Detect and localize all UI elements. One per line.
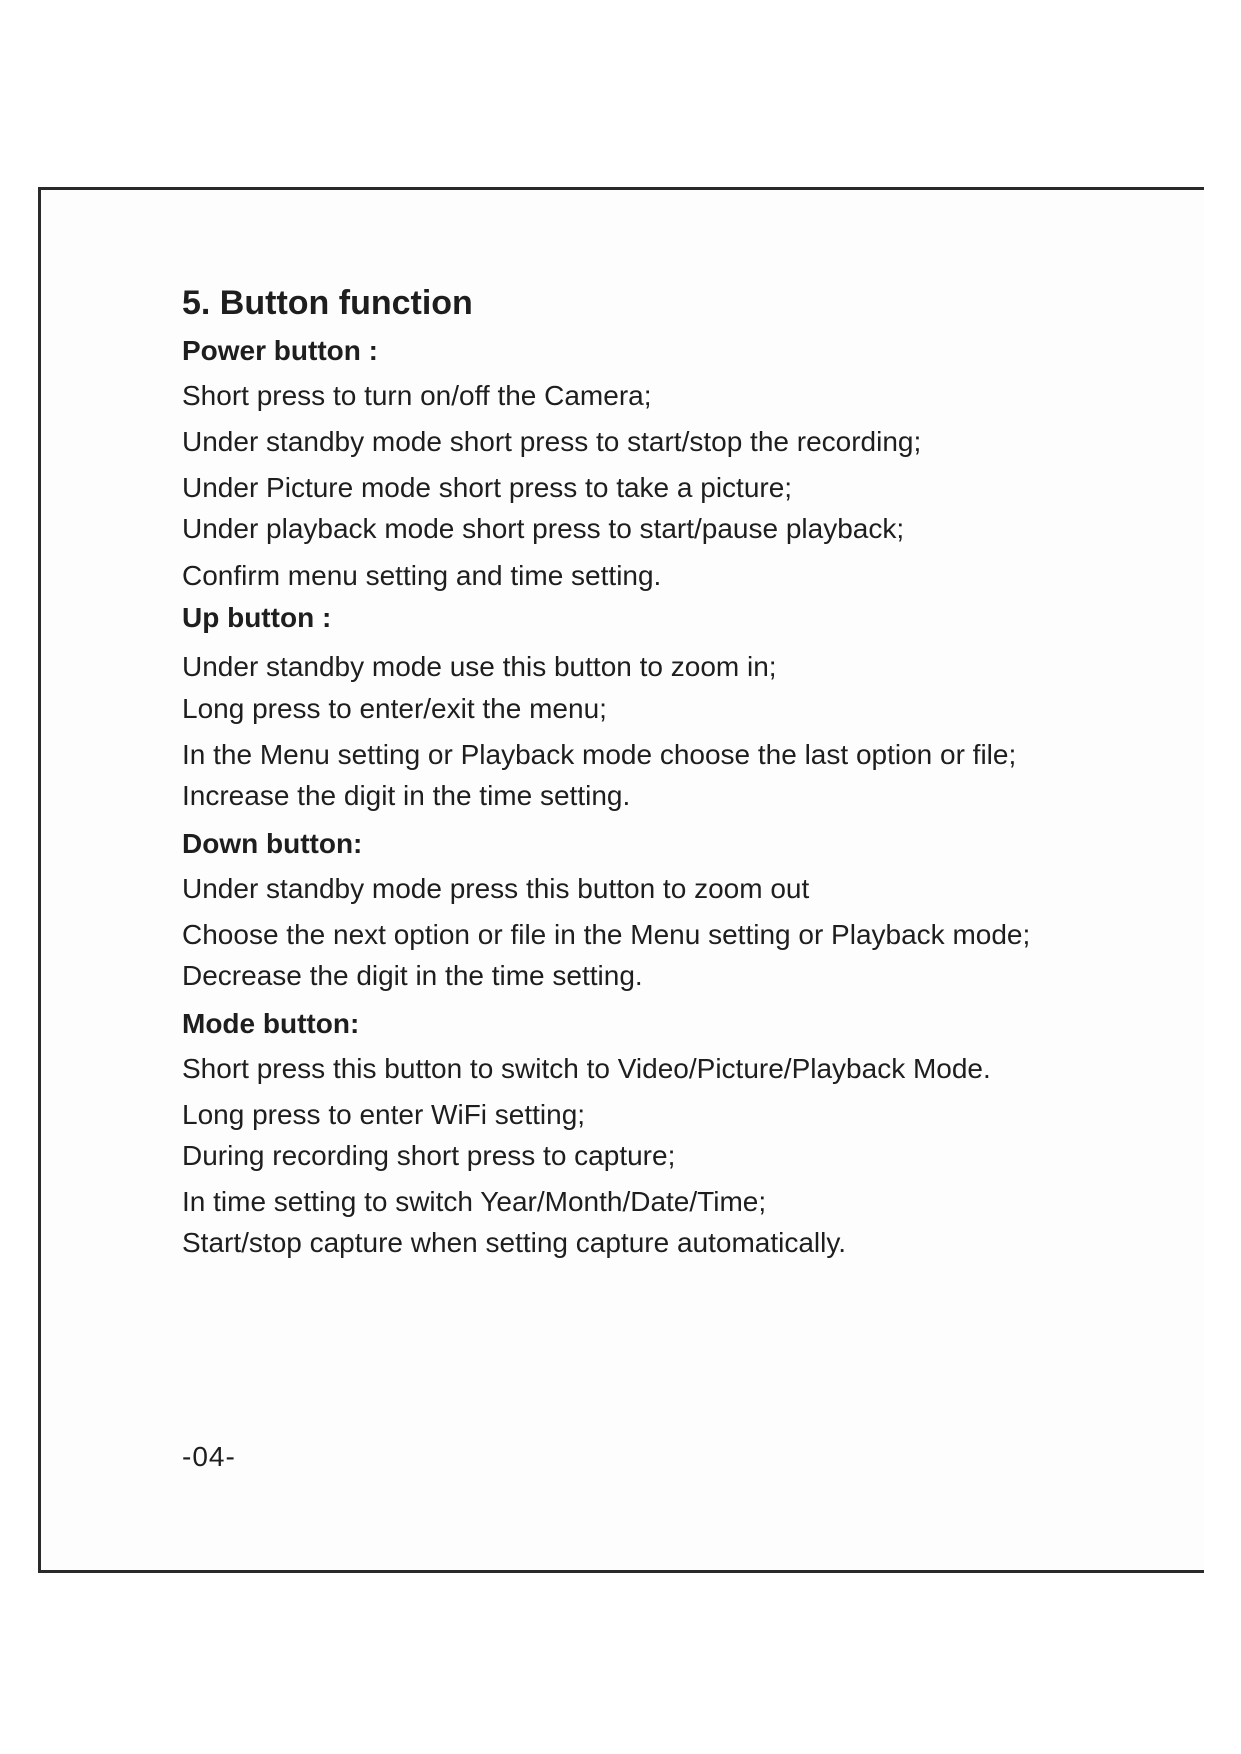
down-button-heading: Down button: bbox=[182, 828, 363, 859]
up-button-line: Under standby mode use this button to zoom in; bbox=[182, 651, 777, 682]
mode-button-line: Start/stop capture when setting capture automatically. bbox=[182, 1227, 847, 1258]
down-button-line: Decrease the digit in the time setting. bbox=[182, 960, 643, 991]
up-button-line: Long press to enter/exit the menu; bbox=[182, 693, 607, 724]
mode-button-line: In time setting to switch Year/Month/Date/Time; bbox=[182, 1186, 767, 1217]
page-title: 5. Button function bbox=[182, 284, 473, 322]
up-button-line: In the Menu setting or Playback mode choose the last option or file; bbox=[182, 739, 1017, 770]
power-button-line: Under standby mode short press to start/stop the recording; bbox=[182, 426, 922, 457]
mode-button-line: Long press to enter WiFi setting; bbox=[182, 1099, 586, 1130]
up-button-line: Increase the digit in the time setting. bbox=[182, 780, 631, 811]
power-button-heading: Power button : bbox=[182, 335, 378, 366]
page-number: -04- bbox=[182, 1441, 236, 1472]
power-button-line: Short press to turn on/off the Camera; bbox=[182, 380, 652, 411]
mode-button-line: Short press this button to switch to Video/Picture/Playback Mode. bbox=[182, 1053, 991, 1084]
down-button-line: Under standby mode press this button to zoom out bbox=[182, 873, 810, 904]
mode-button-line: During recording short press to capture; bbox=[182, 1140, 676, 1171]
up-button-heading: Up button : bbox=[182, 602, 332, 633]
mode-button-heading: Mode button: bbox=[182, 1008, 360, 1039]
power-button-line: Under Picture mode short press to take a picture; bbox=[182, 472, 793, 503]
power-button-line: Confirm menu setting and time setting. bbox=[182, 560, 662, 591]
power-button-line: Under playback mode short press to start/pause playback; bbox=[182, 513, 905, 544]
down-button-line: Choose the next option or file in the Menu setting or Playback mode; bbox=[182, 919, 1031, 950]
